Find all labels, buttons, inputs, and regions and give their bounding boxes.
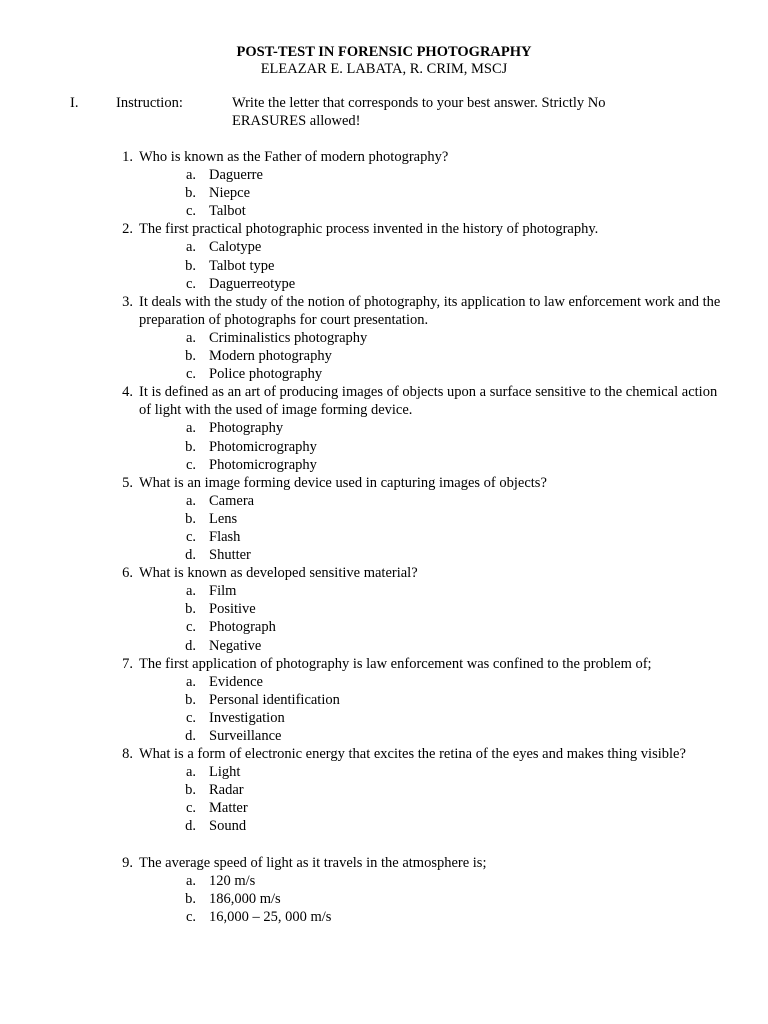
option-letter: b.: [185, 890, 196, 907]
question-stem: [0, 854, 768, 872]
option-text: Photomicrography: [209, 438, 317, 455]
option-letter: c.: [185, 908, 196, 925]
answer-option: [0, 582, 768, 600]
question-text: The first application of photography is law enforcement was confined to the problem of;: [139, 655, 652, 672]
option-text: Talbot: [209, 203, 246, 220]
question-number: 9.: [122, 854, 133, 871]
option-text: 16,000 – 25, 000 m/s: [209, 908, 332, 925]
answer-option: [0, 419, 768, 437]
option-letter: b.: [185, 782, 196, 799]
option-letter: a.: [185, 239, 196, 256]
question-stem: [0, 474, 768, 492]
question-number: 2.: [122, 221, 133, 238]
option-text: Sound: [209, 818, 247, 835]
question-stem: [0, 655, 768, 673]
question-item: [0, 655, 768, 745]
question-stem: [0, 148, 768, 166]
option-text: Surveillance: [209, 728, 282, 744]
question-number: 1.: [122, 149, 133, 165]
question-text: The first practical photographic process invented in the history of photography.: [139, 221, 599, 238]
option-text: Camera: [209, 492, 255, 509]
question-list: [0, 148, 768, 926]
option-text: Police photography: [209, 366, 323, 383]
option-letter: d.: [185, 818, 196, 835]
answer-option: [0, 456, 768, 474]
question-number: 3.: [122, 293, 133, 310]
answer-option: [0, 709, 768, 727]
option-text: Photomicrography: [209, 456, 317, 473]
option-letter: b.: [185, 348, 196, 365]
option-letter: c.: [185, 709, 196, 726]
question-stem: [0, 220, 768, 238]
option-letter: c.: [185, 456, 196, 473]
section-instruction-text: Write the letter that corresponds to your best answer. Strictly No ERASURES allowed!: [232, 95, 606, 129]
answer-option: [0, 637, 768, 655]
option-letter: b.: [185, 185, 196, 202]
question-stem: [0, 293, 768, 329]
option-text: Criminalistics photography: [209, 329, 368, 346]
question-item: [0, 745, 768, 835]
answer-option: [0, 908, 768, 926]
option-letter: a.: [185, 872, 196, 889]
question-text: What is an image forming device used in capturing images of objects?: [139, 474, 547, 491]
option-letter: a.: [185, 167, 196, 184]
answer-option: [0, 763, 768, 781]
blank-line: [0, 836, 768, 854]
option-letter: a.: [185, 492, 196, 509]
option-letter: b.: [185, 601, 196, 618]
answer-option: [0, 781, 768, 799]
option-letter: a.: [185, 583, 196, 600]
option-letter: b.: [185, 257, 196, 274]
answer-option: [0, 510, 768, 528]
option-letter: a.: [185, 420, 196, 437]
option-text: Daguerre: [209, 167, 263, 184]
answer-option: [0, 166, 768, 184]
option-letter: b.: [185, 691, 196, 708]
answer-option: [0, 329, 768, 347]
option-letter: d.: [185, 547, 196, 564]
question-item: [0, 564, 768, 654]
answer-option: [0, 872, 768, 890]
question-number: 8.: [122, 746, 133, 763]
answer-option: [0, 727, 768, 745]
question-text: The average speed of light as it travels in the atmosphere is;: [139, 854, 487, 871]
question-number: 5.: [122, 474, 133, 491]
answer-option: [0, 799, 768, 817]
question-text: It deals with the study of the notion of photography, its application to law enforcement work and the preparation of photographs for court presentation.: [139, 293, 721, 328]
answer-option: [0, 275, 768, 293]
section-label: Instruction:: [116, 95, 183, 111]
question-item: [0, 854, 768, 926]
answer-option: [0, 528, 768, 546]
option-letter: c.: [185, 203, 196, 220]
option-letter: a.: [185, 673, 196, 690]
option-text: Photography: [209, 420, 284, 437]
option-text: 120 m/s: [209, 872, 256, 889]
option-letter: c.: [185, 528, 196, 545]
option-text: Radar: [209, 782, 244, 799]
option-text: Talbot type: [209, 257, 275, 274]
option-text: Matter: [209, 800, 248, 817]
answer-option: [0, 184, 768, 202]
question-number: 4.: [122, 384, 133, 401]
document-title: POST-TEST IN FORENSIC PHOTOGRAPHY: [236, 44, 532, 60]
option-text: Flash: [209, 528, 241, 545]
answer-option: [0, 257, 768, 275]
question-text: Who is known as the Father of modern photography?: [139, 149, 449, 165]
answer-option: [0, 365, 768, 383]
option-text: Evidence: [209, 673, 263, 690]
answer-option: [0, 673, 768, 691]
answer-option: [0, 600, 768, 618]
section-number: I.: [70, 95, 79, 111]
option-letter: a.: [185, 329, 196, 346]
option-letter: b.: [185, 438, 196, 455]
option-text: Light: [209, 764, 241, 781]
option-letter: a.: [185, 764, 196, 781]
option-text: Niepce: [209, 185, 251, 202]
option-letter: d.: [185, 637, 196, 654]
option-text: Positive: [209, 601, 256, 618]
question-text: What is a form of electronic energy that excites the retina of the eyes and makes thing visible?: [139, 746, 686, 763]
question-text: It is defined as an art of producing images of objects upon a surface sensitive to the chemical action of light with the used of image forming device.: [139, 384, 718, 419]
question-item: [0, 220, 768, 292]
answer-option: [0, 691, 768, 709]
question-stem: [0, 383, 768, 419]
answer-option: [0, 438, 768, 456]
question-text: What is known as developed sensitive material?: [139, 565, 418, 582]
answer-option: [0, 238, 768, 256]
answer-option: [0, 492, 768, 510]
option-text: Lens: [209, 510, 238, 527]
answer-option: [0, 890, 768, 908]
answer-option: [0, 202, 768, 220]
option-text: Modern photography: [209, 348, 332, 365]
option-text: Film: [209, 583, 237, 600]
option-text: 186,000 m/s: [209, 890, 281, 907]
option-letter: c.: [185, 366, 196, 383]
question-number: 6.: [122, 565, 133, 582]
option-text: Calotype: [209, 239, 262, 256]
option-text: Shutter: [209, 547, 251, 564]
option-text: Investigation: [209, 709, 285, 726]
option-letter: c.: [185, 275, 196, 292]
option-text: Personal identification: [209, 691, 340, 708]
option-text: Photograph: [209, 619, 276, 636]
option-text: Negative: [209, 637, 262, 654]
option-letter: c.: [185, 619, 196, 636]
document-author: ELEAZAR E. LABATA, R. CRIM, MSCJ: [260, 61, 508, 77]
question-item: [0, 383, 768, 473]
answer-option: [0, 546, 768, 564]
question-stem: [0, 745, 768, 763]
answer-option: [0, 817, 768, 835]
option-letter: d.: [185, 728, 196, 744]
option-text: Daguerreotype: [209, 275, 296, 292]
question-item: [0, 148, 768, 220]
question-stem: [0, 564, 768, 582]
option-letter: b.: [185, 510, 196, 527]
option-letter: c.: [185, 800, 196, 817]
answer-option: [0, 347, 768, 365]
question-item: [0, 293, 768, 383]
answer-option: [0, 618, 768, 636]
question-item: [0, 474, 768, 564]
question-number: 7.: [122, 655, 133, 672]
